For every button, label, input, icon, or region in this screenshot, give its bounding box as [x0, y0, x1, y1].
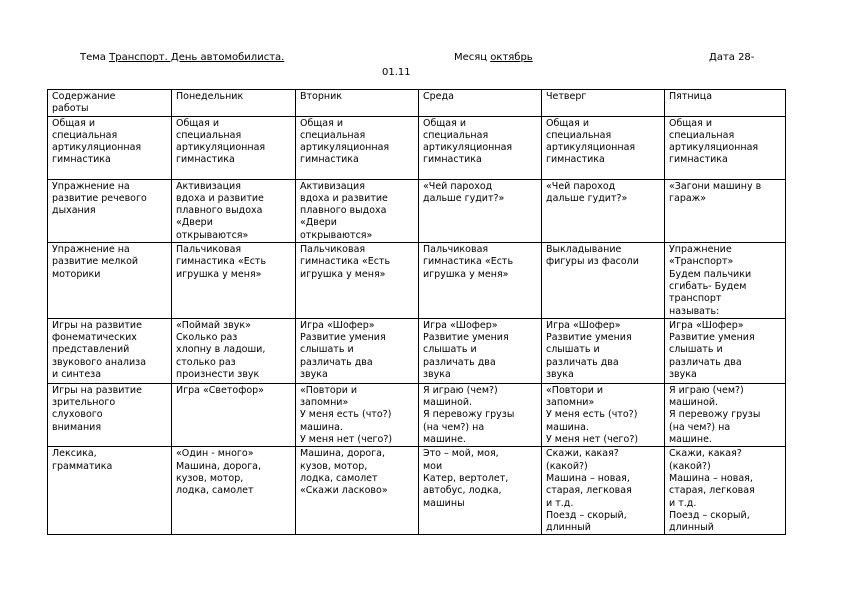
cell-text-line: грамматика: [52, 460, 113, 472]
cell-text-line: Скажи, какая?: [546, 448, 619, 460]
cell-text-line: (на чем?) на: [669, 421, 731, 433]
cell-text-line: произнести звук: [176, 369, 260, 381]
cell-text-line: Общая и: [300, 117, 344, 129]
month-value: октябрь: [490, 52, 533, 63]
cell-text-line: (какой?): [669, 460, 711, 472]
date-label: Дата 28-: [709, 52, 755, 63]
cell-text-line: «Один - много»: [176, 448, 254, 460]
header-line: [0, 52, 842, 65]
cell-text-line: гимнастика: [546, 154, 605, 166]
cell-text-line: Поезд – скорый,: [669, 509, 750, 521]
cell-text-line: артикуляционная: [669, 142, 759, 154]
cell-text-line: Я играю (чем?): [423, 384, 498, 396]
cell-text-line: Я перевожу грузы: [669, 409, 761, 421]
cell-text-line: вдоха и развитие: [300, 192, 388, 204]
cell-text-line: слышать и: [423, 344, 477, 356]
cell-text-line: Активизация: [300, 180, 365, 192]
table-cell-wednesday: [419, 318, 542, 383]
cell-text-line: У меня нет (чего?): [546, 434, 639, 446]
cell-text-line: дальше гудит?»: [546, 192, 628, 204]
cell-text-line: зрительного: [52, 397, 116, 409]
cell-text-line: Игры на развитие: [52, 384, 142, 396]
cell-text-line: дыхания: [52, 205, 96, 217]
cell-text-line: У меня есть (что?): [300, 409, 392, 421]
month-field: [454, 52, 533, 64]
cell-text-line: звука: [423, 369, 451, 381]
cell-text-line: Упражнение на: [52, 180, 130, 192]
cell-text-line: Игра «Шофер»: [300, 319, 375, 331]
cell-text-line: Пальчиковая: [423, 244, 489, 256]
cell-text-line: «Поймай звук»: [176, 319, 251, 331]
cell-text-line: Поезд – скорый,: [546, 509, 627, 521]
table-cell-tuesday: [296, 116, 419, 179]
table-cell-tuesday: [296, 179, 419, 242]
cell-text-line: «Повтори и: [300, 384, 358, 396]
cell-text-line: Пальчиковая: [176, 244, 242, 256]
table-header-row: [48, 90, 786, 117]
row-header-cell: [48, 447, 172, 535]
table-cell-wednesday: [419, 179, 542, 242]
cell-text-line: слухового: [52, 409, 103, 421]
cell-text-line: У меня есть (что?): [546, 409, 638, 421]
cell-text-line: гимнастика «Есть: [300, 256, 391, 268]
cell-text-line: плавного выдоха: [300, 205, 387, 217]
cell-text-line: гимнастика: [300, 154, 359, 166]
table-row: [48, 447, 786, 535]
cell-text-line: Пятница: [669, 91, 713, 102]
cell-text-line: Понедельник: [176, 91, 244, 102]
cell-text-line: звукового анализа: [52, 356, 147, 368]
table-cell-monday: [172, 179, 296, 242]
cell-text-line: Я играю (чем?): [669, 384, 744, 396]
table-cell-monday: [172, 383, 296, 446]
table-cell-thursday: [542, 447, 665, 535]
cell-text-line: Развитие умения: [546, 332, 632, 344]
cell-text-line: Это – мой, моя,: [423, 448, 499, 460]
cell-text-line: и синтеза: [52, 369, 102, 381]
cell-text-line: машине.: [423, 434, 466, 446]
table-cell-thursday: [542, 383, 665, 446]
cell-text-line: Вторник: [300, 91, 343, 102]
cell-text-line: артикуляционная: [176, 142, 266, 154]
cell-text-line: фигуры из фасоли: [546, 256, 639, 268]
table-cell-thursday: [542, 243, 665, 319]
cell-text-line: длинный: [669, 522, 714, 534]
table-cell-tuesday: [296, 447, 419, 535]
cell-text-line: специальная: [669, 129, 735, 141]
cell-text-line: различать два: [669, 356, 742, 368]
cell-text-line: гимнастика «Есть: [423, 256, 514, 268]
cell-text-line: Игра «Шофер»: [423, 319, 498, 331]
table-cell-monday: [172, 318, 296, 383]
table-cell-friday: [665, 116, 786, 179]
cell-text-line: различать два: [300, 356, 373, 368]
table-row: [48, 179, 786, 242]
cell-text-line: слышать и: [669, 344, 723, 356]
table-cell-friday: [665, 383, 786, 446]
cell-text-line: автобус, лодка,: [423, 485, 502, 497]
row-header-cell: [48, 179, 172, 242]
table-cell-tuesday: [296, 243, 419, 319]
cell-text-line: Содержание: [52, 91, 116, 102]
cell-text-line: и т.д.: [669, 497, 697, 509]
column-header-thursday: [542, 90, 665, 117]
cell-text-line: вдоха и развитие: [176, 192, 264, 204]
cell-text-line: артикуляционная: [300, 142, 390, 154]
cell-text-line: гимнастика: [669, 154, 728, 166]
cell-text-line: игрушка у меня»: [423, 268, 509, 280]
cell-text-line: кузов, мотор,: [300, 460, 368, 472]
cell-text-line: Будем пальчики: [669, 268, 752, 280]
cell-text-line: специальная: [176, 129, 242, 141]
table-row: [48, 116, 786, 179]
table-cell-wednesday: [419, 116, 542, 179]
cell-text-line: «Повтори и: [546, 384, 604, 396]
cell-text-line: внимания: [52, 421, 102, 433]
cell-text-line: Игра «Светофор»: [176, 384, 264, 396]
theme-value: Транспорт. День автомобилиста.: [109, 52, 285, 63]
cell-text-line: специальная: [423, 129, 489, 141]
cell-text-line: запомни»: [546, 397, 595, 409]
table-cell-monday: [172, 116, 296, 179]
cell-text-line: Игры на развитие: [52, 319, 142, 331]
cell-text-line: Общая и: [546, 117, 590, 129]
cell-text-line: называть:: [669, 305, 720, 317]
table-cell-wednesday: [419, 447, 542, 535]
cell-text-line: Общая и: [423, 117, 467, 129]
table-cell-wednesday: [419, 243, 542, 319]
cell-text-line: длинный: [546, 522, 591, 534]
cell-text-line: специальная: [300, 129, 366, 141]
cell-text-line: Машина, дорога,: [300, 448, 386, 460]
cell-text-line: специальная: [52, 129, 118, 141]
cell-text-line: «Чей пароход: [423, 180, 493, 192]
cell-text-line: и т.д.: [546, 497, 574, 509]
cell-text-line: Упражнение на: [52, 244, 130, 256]
cell-text-line: машины: [423, 497, 465, 509]
cell-text-line: гимнастика «Есть: [176, 256, 267, 268]
cell-text-line: (на чем?) на: [423, 421, 485, 433]
cell-text-line: гимнастика: [423, 154, 482, 166]
cell-text-line: различать два: [423, 356, 496, 368]
cell-text-line: Машина – новая,: [546, 472, 630, 484]
cell-text-line: (какой?): [546, 460, 588, 472]
cell-text-line: запомни»: [300, 397, 349, 409]
cell-text-line: «Загони машину в: [669, 180, 762, 192]
cell-text-line: «Транспорт»: [669, 256, 734, 268]
cell-text-line: Сколько раз: [176, 332, 238, 344]
cell-text-line: Четверг: [546, 91, 587, 102]
table-cell-tuesday: [296, 383, 419, 446]
table-row: [48, 318, 786, 383]
cell-text-line: Лексика,: [52, 448, 97, 460]
cell-text-line: «Двери: [176, 217, 213, 229]
column-header-monday: [172, 90, 296, 117]
cell-text-line: мои: [423, 460, 443, 472]
cell-text-line: звука: [300, 369, 328, 381]
table-cell-friday: [665, 447, 786, 535]
month-label: Месяц: [454, 52, 491, 63]
theme-label: Тема: [80, 52, 110, 63]
row-header-cell: [48, 318, 172, 383]
cell-text-line: Развитие умения: [423, 332, 509, 344]
cell-text-line: развитие речевого: [52, 192, 147, 204]
cell-text-line: артикуляционная: [546, 142, 636, 154]
cell-text-line: кузов, мотор,: [176, 472, 244, 484]
cell-text-line: транспорт: [669, 293, 722, 305]
cell-text-line: фонематических: [52, 332, 137, 344]
date-value: 01.11: [382, 67, 411, 78]
cell-text-line: сгибать- Будем: [669, 280, 747, 292]
row-header-cell: [48, 383, 172, 446]
cell-text-line: развитие мелкой: [52, 256, 139, 268]
cell-text-line: звука: [669, 369, 697, 381]
cell-text-line: Катер, вертолет,: [423, 472, 509, 484]
cell-text-line: старая, легковая: [669, 485, 755, 497]
cell-text-line: артикуляционная: [52, 142, 142, 154]
cell-text-line: слышать и: [546, 344, 600, 356]
cell-text-line: гимнастика: [176, 154, 235, 166]
table-cell-friday: [665, 179, 786, 242]
cell-text-line: артикуляционная: [423, 142, 513, 154]
table-cell-wednesday: [419, 383, 542, 446]
cell-text-line: моторики: [52, 268, 101, 280]
cell-text-line: машина.: [300, 421, 343, 433]
table-cell-thursday: [542, 318, 665, 383]
cell-text-line: Общая и: [669, 117, 713, 129]
row-header-cell: [48, 243, 172, 319]
cell-text-line: лодка, самолет: [300, 472, 378, 484]
cell-text-line: игрушка у меня»: [176, 268, 262, 280]
cell-text-line: «Двери: [300, 217, 337, 229]
cell-text-line: «Скажи ласково»: [300, 485, 388, 497]
cell-text-line: гараж»: [669, 192, 707, 204]
table-cell-friday: [665, 318, 786, 383]
cell-text-line: Развитие умения: [300, 332, 386, 344]
cell-text-line: старая, легковая: [546, 485, 632, 497]
column-header-tuesday: [296, 90, 419, 117]
cell-text-line: машина.: [546, 421, 589, 433]
cell-text-line: работы: [52, 103, 89, 115]
cell-text-line: открываются»: [176, 229, 249, 241]
table-cell-monday: [172, 447, 296, 535]
cell-text-line: У меня нет (чего?): [300, 434, 393, 446]
cell-text-line: специальная: [546, 129, 612, 141]
table-cell-thursday: [542, 116, 665, 179]
cell-text-line: Упражнение: [669, 244, 732, 256]
row-header-cell: [48, 116, 172, 179]
cell-text-line: хлопну в ладоши,: [176, 344, 266, 356]
table-row: [48, 383, 786, 446]
column-header-friday: [665, 90, 786, 117]
cell-text-line: Я перевожу грузы: [423, 409, 515, 421]
table-cell-friday: [665, 243, 786, 319]
table-cell-tuesday: [296, 318, 419, 383]
cell-text-line: Общая и: [176, 117, 220, 129]
cell-text-line: представлений: [52, 344, 130, 356]
table-cell-thursday: [542, 179, 665, 242]
cell-text-line: слышать и: [300, 344, 354, 356]
cell-text-line: открываются»: [300, 229, 373, 241]
cell-text-line: Среда: [423, 91, 454, 102]
cell-text-line: различать два: [546, 356, 619, 368]
cell-text-line: Развитие умения: [669, 332, 755, 344]
cell-text-line: «Чей пароход: [546, 180, 616, 192]
cell-text-line: звука: [546, 369, 574, 381]
cell-text-line: дальше гудит?»: [423, 192, 505, 204]
lesson-plan-table: [47, 89, 786, 535]
column-header-content: [48, 90, 172, 117]
cell-text-line: машиной.: [669, 397, 719, 409]
theme-field: [80, 52, 284, 64]
cell-text-line: Игра «Шофер»: [669, 319, 744, 331]
cell-text-line: лодка, самолет: [176, 485, 254, 497]
cell-text-line: гимнастика: [52, 154, 111, 166]
cell-text-line: Активизация: [176, 180, 241, 192]
table-row: [48, 243, 786, 319]
cell-text-line: Пальчиковая: [300, 244, 366, 256]
cell-text-line: Выкладывание: [546, 244, 622, 256]
cell-text-line: машине.: [669, 434, 712, 446]
cell-text-line: Машина – новая,: [669, 472, 753, 484]
cell-text-line: машиной.: [423, 397, 473, 409]
cell-text-line: Машина, дорога,: [176, 460, 262, 472]
cell-text-line: игрушка у меня»: [300, 268, 386, 280]
cell-text-line: Скажи, какая?: [669, 448, 742, 460]
cell-text-line: столько раз: [176, 356, 236, 368]
date-continuation: [382, 67, 411, 79]
column-header-wednesday: [419, 90, 542, 117]
cell-text-line: Игра «Шофер»: [546, 319, 621, 331]
cell-text-line: Общая и: [52, 117, 96, 129]
cell-text-line: плавного выдоха: [176, 205, 263, 217]
table-cell-monday: [172, 243, 296, 319]
